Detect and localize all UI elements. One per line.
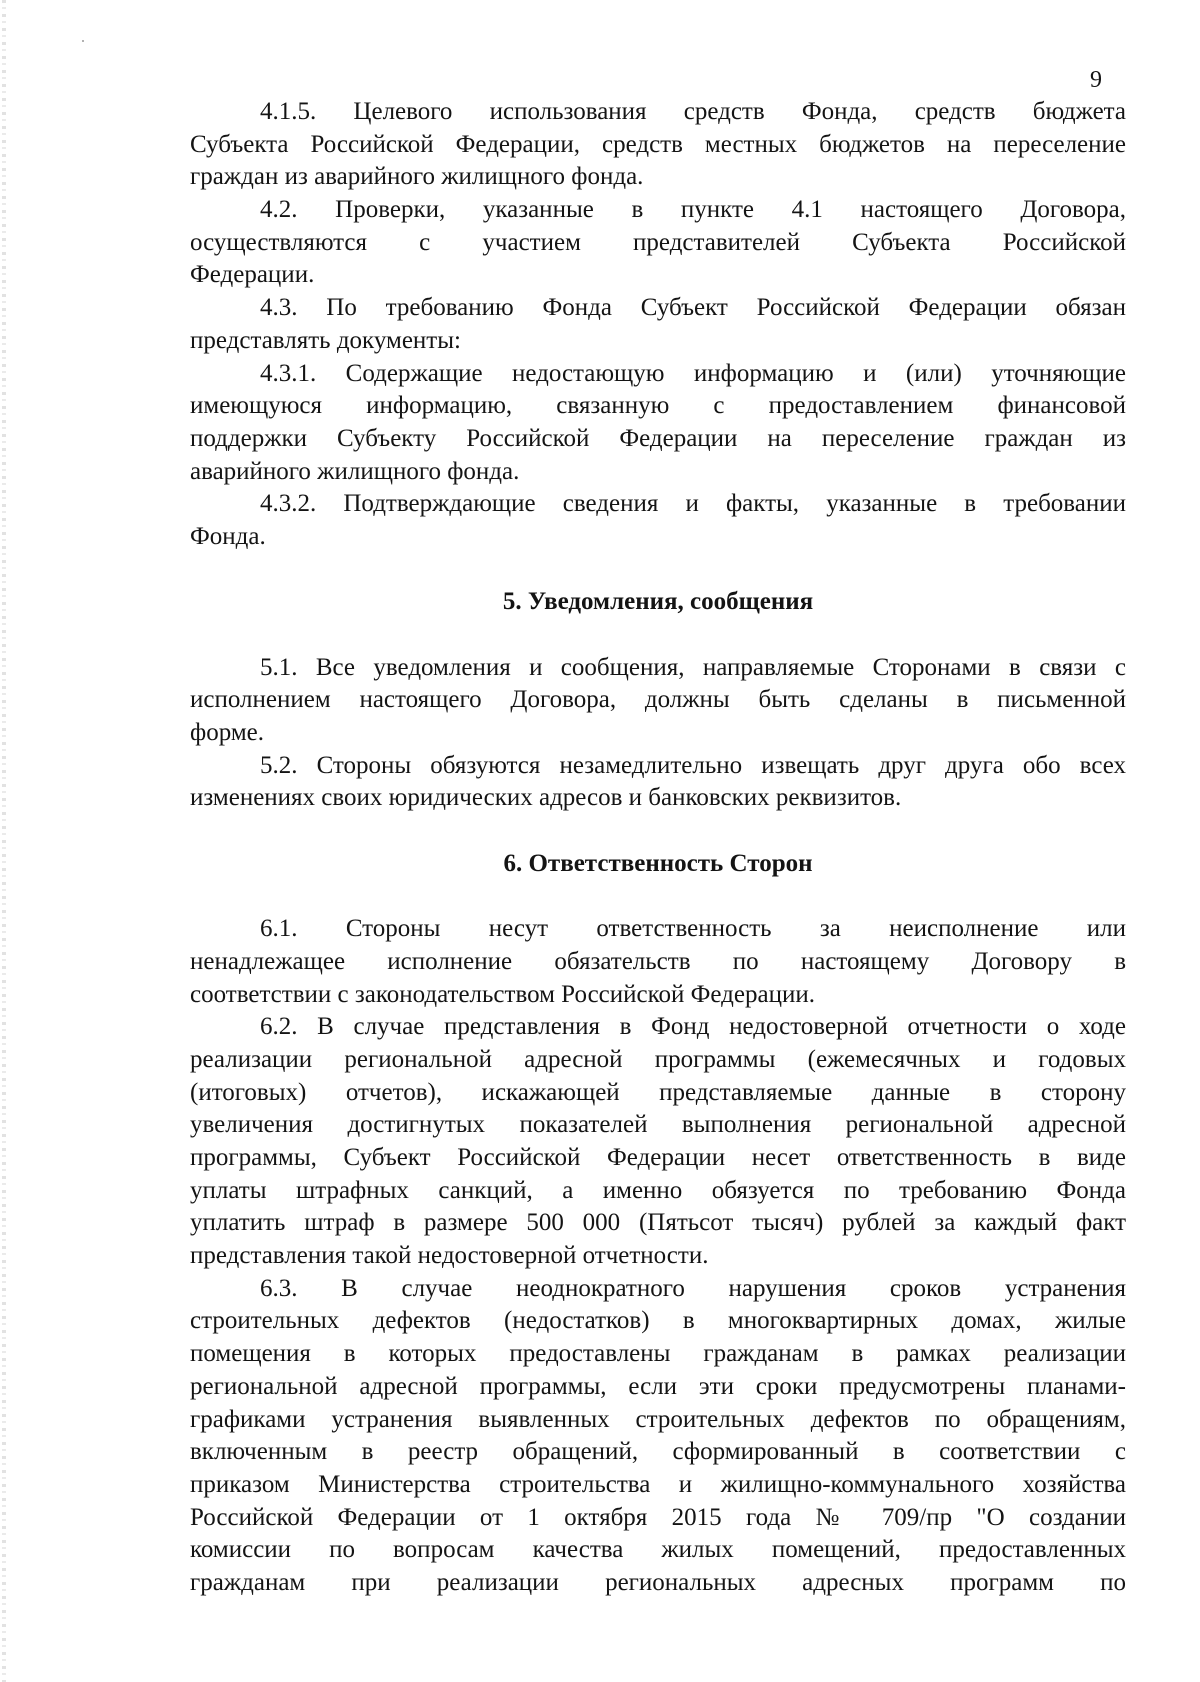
clause-4-1-5-line-2: Субъекта Российской Федерации, средств местных бюджетов на переселение xyxy=(190,130,1126,158)
clause-4-1-5-line-3: граждан из аварийного жилищного фонда. xyxy=(190,163,644,191)
spacer xyxy=(190,881,1126,914)
clause-5-1-line-2: исполнением настоящего Договора, должны быть сделаны в письменной xyxy=(190,686,1126,714)
clause-6-2-line-8: представления такой недостоверной отчетности. xyxy=(190,1242,709,1270)
scan-speck xyxy=(82,40,84,42)
clause-6-3-line-8: Российской Федерации от 1 октября 2015 года № 709/пр "О создании xyxy=(190,1503,1126,1531)
clause-5-1-line-1: 5.1. Все уведомления и сообщения, направляемые Сторонами в связи с xyxy=(260,653,1126,681)
clause-6-2-line-1: 6.2. В случае представления в Фонд недостоверной отчетности о ходе xyxy=(260,1013,1126,1041)
clause-4-3-2-line-2: Фонда. xyxy=(190,522,266,550)
clause-6-3-line-4: региональной адресной программы, если эти сроки предусмотрены планами- xyxy=(190,1372,1126,1400)
clause-4-3-1-line-3: поддержки Субъекту Российской Федерации на переселение граждан из xyxy=(190,424,1126,452)
clause-5-2-line-2: изменениях своих юридических адресов и банковских реквизитов. xyxy=(190,784,902,812)
clause-6-3-line-7: приказом Министерства строительства и жилищно-коммунального хозяйства xyxy=(190,1470,1126,1498)
clause-6-2-line-2: реализации региональной адресной программы (ежемесячных и годовых xyxy=(190,1045,1126,1073)
clause-6-3-line-6: включенным в реестр обращений, сформированный в соответствии с xyxy=(190,1438,1126,1466)
clause-6-2-line-5: программы, Субъект Российской Федерации несет ответственность в виде xyxy=(190,1144,1126,1171)
section-6-heading: 6. Ответственность Сторон xyxy=(503,849,813,877)
clause-6-3-line-10: гражданам при реализации региональных адресных программ по xyxy=(190,1568,1126,1596)
clause-6-2-line-4: увеличения достигнутых показателей выполнения региональной адресной xyxy=(190,1111,1126,1139)
spacer xyxy=(190,815,1126,848)
page-number: 9 xyxy=(1090,67,1102,93)
clause-4-3-1-line-2: имеющуюся информацию, связанную с предоставлением финансовой xyxy=(190,392,1126,420)
spacer xyxy=(190,554,1126,587)
clause-4-2-line-1: 4.2. Проверки, указанные в пункте 4.1 настоящего Договора, xyxy=(260,196,1126,224)
clause-4-2-line-2: осуществляются с участием представителей Субъекта Российской xyxy=(190,228,1126,256)
clause-4-2-line-3: Федерации. xyxy=(190,261,315,289)
section-5-heading: 5. Уведомления, сообщения xyxy=(502,588,814,616)
clause-6-2-line-6: уплаты штрафных санкций, а именно обязуется по требованию Фонда xyxy=(190,1176,1126,1204)
clause-6-3-line-1: 6.3. В случае неоднократного нарушения сроков устранения xyxy=(260,1274,1126,1302)
clause-5-2-line-1: 5.2. Стороны обязуются незамедлительно извещать друг друга обо всех xyxy=(260,751,1126,779)
clause-6-2-line-7: уплатить штраф в размере 500 000 (Пятьсот тысяч) рублей за каждый факт xyxy=(190,1209,1126,1237)
clause-6-2-line-3: (итоговых) отчетов), искажающей представляемые данные в сторону xyxy=(190,1078,1126,1106)
clause-4-3-line-2: представлять документы: xyxy=(190,326,461,354)
clause-6-3-line-9: комиссии по вопросам качества жилых помещений, предоставленных xyxy=(190,1536,1126,1564)
clause-4-3-1-line-4: аварийного жилищного фонда. xyxy=(190,457,520,485)
clause-6-1-line-2: ненадлежащее исполнение обязательств по настоящему Договору в xyxy=(190,947,1126,975)
clause-6-3-line-2: строительных дефектов (недостатков) в многоквартирных домах, жилые xyxy=(190,1307,1126,1335)
clause-4-3-1-line-1: 4.3.1. Содержащие недостающую информацию и (или) уточняющие xyxy=(260,359,1126,387)
clause-4-3-2-line-1: 4.3.2. Подтверждающие сведения и факты, указанные в требовании xyxy=(260,490,1126,518)
clause-6-1-line-3: соответствии с законодательством Российской Федерации. xyxy=(190,980,815,1008)
clause-4-1-5-line-1: 4.1.5. Целевого использования средств Фонда, средств бюджета xyxy=(260,98,1126,125)
clause-5-1-line-3: форме. xyxy=(190,719,264,747)
clause-4-3-line-1: 4.3. По требованию Фонда Субъект Российской Федерации обязан xyxy=(260,294,1126,322)
clause-6-3-line-3: помещения в которых предоставлены гражданам в рамках реализации xyxy=(190,1340,1126,1368)
clause-6-1-line-1: 6.1. Стороны несут ответственность за неисполнение или xyxy=(260,915,1126,943)
clause-6-3-line-5: графиками устранения выявленных строительных дефектов по обращениям, xyxy=(190,1405,1126,1433)
scan-edge-artifact xyxy=(2,0,6,1682)
spacer xyxy=(190,619,1126,652)
document-body xyxy=(190,96,1126,1600)
